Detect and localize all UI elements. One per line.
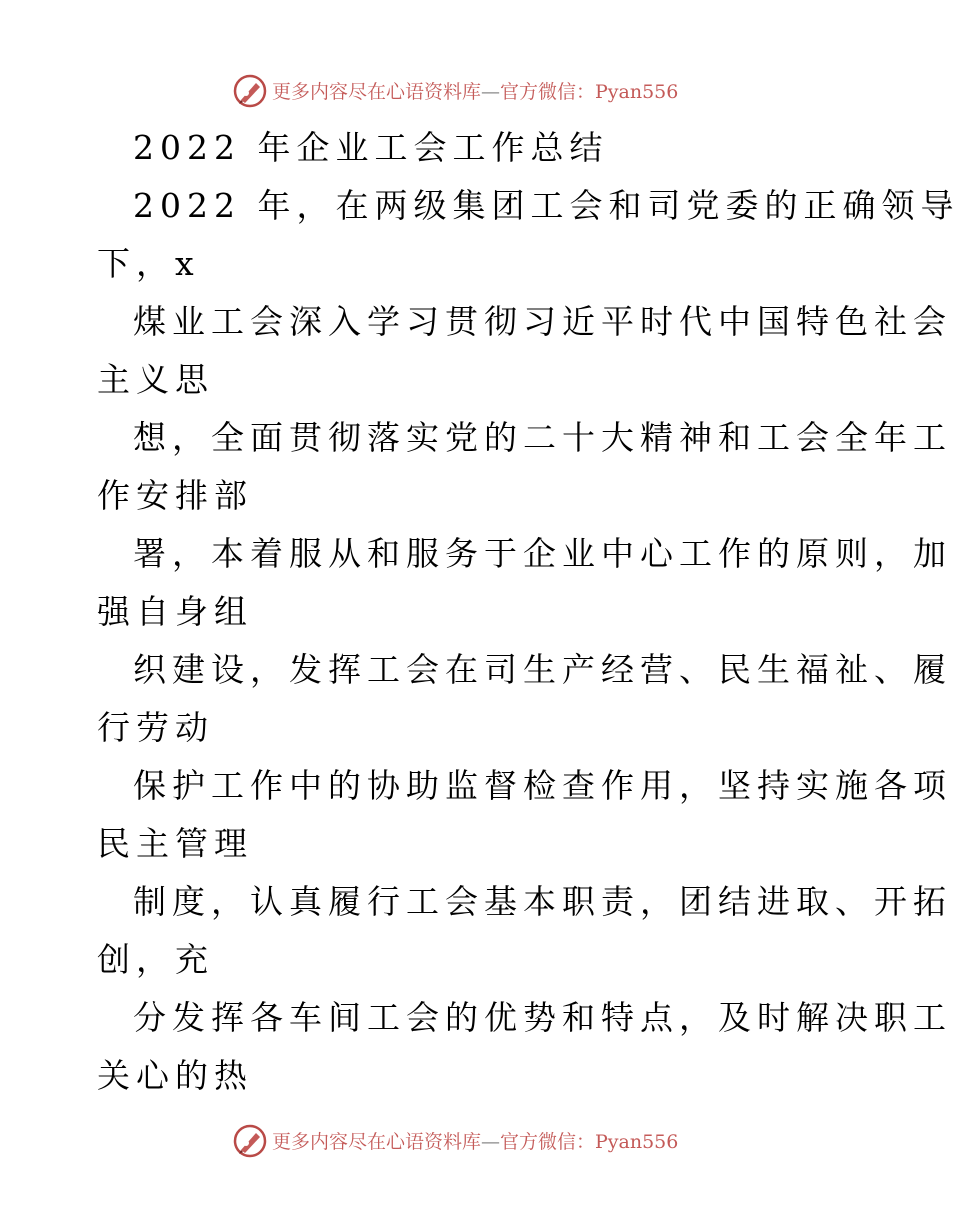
paragraph-line: 创，充 bbox=[97, 940, 214, 979]
paragraph-line: 下，x bbox=[97, 244, 200, 283]
watermark-slogan: 更多内容尽在心语资料库 bbox=[272, 1131, 482, 1153]
pen-logo-icon bbox=[232, 1123, 268, 1159]
document-body bbox=[97, 125, 959, 1111]
paragraph-line: 关心的热 bbox=[97, 1056, 253, 1095]
paragraph-line: 行劳动 bbox=[97, 708, 214, 747]
watermark-text bbox=[272, 77, 678, 104]
paragraph-line: 想，全面贯彻落实党的二十大精神和工会全年工 bbox=[133, 418, 952, 457]
paragraph-line: 民主管理 bbox=[97, 824, 253, 863]
paragraph-line: 作安排部 bbox=[97, 476, 253, 515]
watermark-text bbox=[272, 1127, 678, 1154]
paragraph-line: 煤业工会深入学习贯彻习近平时代中国特色社会 bbox=[133, 302, 952, 341]
pen-logo-icon bbox=[232, 73, 268, 109]
watermark-separator: — bbox=[481, 81, 501, 103]
paragraph-line: 署，本着服从和服务于企业中心工作的原则，加 bbox=[133, 534, 952, 573]
paragraph-line: 主义思 bbox=[97, 360, 214, 399]
document-title: 2022 年企业工会工作总结 bbox=[133, 128, 609, 167]
watermark-banner-top bbox=[0, 70, 950, 110]
paragraph-line: 分发挥各车间工会的优势和特点，及时解决职工 bbox=[133, 998, 952, 1037]
watermark-separator: — bbox=[481, 1131, 501, 1153]
paragraph-line: 强自身组 bbox=[97, 592, 253, 631]
paragraph-line: 织建设，发挥工会在司生产经营、民生福祉、履 bbox=[133, 650, 952, 689]
watermark-wechat: 官方微信：Pyan556 bbox=[500, 81, 679, 103]
paragraph-line: 制度，认真履行工会基本职责，团结进取、开拓 bbox=[133, 882, 952, 921]
paragraph-line: 保护工作中的协助监督检查作用，坚持实施各项 bbox=[133, 766, 952, 805]
watermark-wechat: 官方微信：Pyan556 bbox=[500, 1131, 679, 1153]
watermark-banner-bottom bbox=[0, 1120, 950, 1160]
watermark-slogan: 更多内容尽在心语资料库 bbox=[272, 81, 482, 103]
paragraph-line: 2022 年，在两级集团工会和司党委的正确领导 bbox=[133, 186, 959, 225]
